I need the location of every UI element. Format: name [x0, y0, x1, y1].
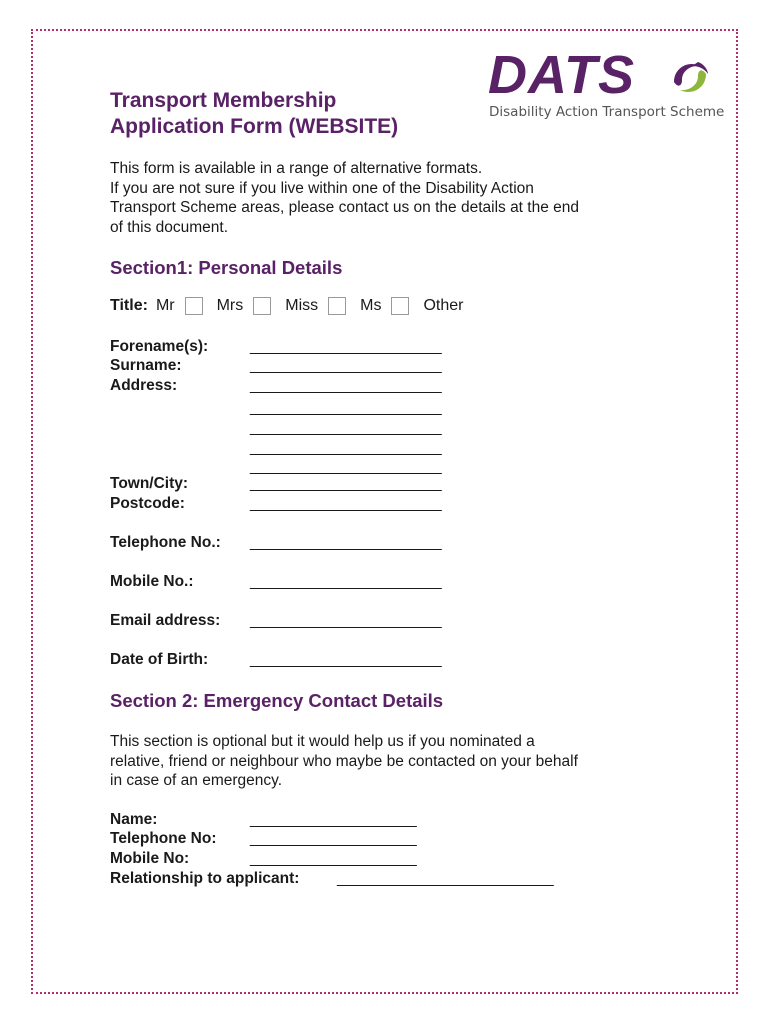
dob-label: Date of Birth:	[110, 651, 209, 668]
intro-line: Transport Scheme areas, please contact us on the details at the end	[110, 199, 580, 216]
option-label: Ms	[360, 297, 382, 314]
telephone-field[interactable]: _______________________	[250, 534, 442, 551]
surname-field[interactable]: _______________________	[250, 357, 442, 374]
mrs-checkbox[interactable]	[253, 297, 271, 315]
address-field[interactable]: _______________________	[250, 399, 442, 416]
address-field[interactable]: _______________________	[250, 419, 442, 436]
option-label: Miss	[285, 297, 319, 314]
section2-intro	[110, 732, 680, 791]
town-label: Town/City:	[110, 475, 189, 492]
telephone-label: Telephone No.:	[110, 534, 221, 551]
dats-logo	[488, 45, 725, 122]
town-field[interactable]: _______________________	[250, 475, 442, 492]
title-label: Title:	[110, 297, 148, 314]
forename-label: Forename(s):	[110, 338, 209, 355]
option-label: Other	[423, 297, 464, 314]
dob-field[interactable]: _______________________	[250, 651, 442, 668]
contact-telephone-label: Telephone No:	[110, 830, 217, 847]
page-title	[110, 88, 398, 140]
swirl-logo-icon	[668, 56, 712, 100]
section2-line: relative, friend or neighbour who maybe be contacted on your behalf	[110, 752, 578, 770]
option-label: Mrs	[216, 297, 244, 314]
address-field[interactable]: _______________________	[250, 439, 442, 456]
postcode-label: Postcode:	[110, 495, 185, 512]
relationship-label: Relationship to applicant:	[110, 870, 300, 887]
address-field[interactable]: _______________________	[250, 377, 442, 394]
title-line-1: Transport Membership	[110, 89, 337, 112]
contact-mobile-field[interactable]: ____________________	[250, 850, 417, 867]
address-label: Address:	[110, 377, 178, 394]
postcode-field[interactable]: _______________________	[250, 495, 442, 512]
intro-text	[110, 159, 670, 237]
miss-checkbox[interactable]	[328, 297, 346, 315]
contact-telephone-field[interactable]: ____________________	[250, 830, 417, 847]
relationship-field[interactable]: __________________________	[337, 870, 554, 887]
title-option-miss	[285, 297, 360, 315]
title-options-row	[110, 297, 473, 315]
intro-line: of this document.	[110, 218, 229, 236]
intro-line: This form is available in a range of alternative formats.	[110, 160, 483, 177]
title-line-2: Application Form (WEBSITE)	[110, 115, 399, 138]
email-field[interactable]: _______________________	[250, 612, 442, 629]
title-option-mr	[156, 297, 217, 315]
forename-field[interactable]: _______________________	[250, 338, 442, 355]
surname-label: Surname:	[110, 357, 182, 374]
section2-line: in case of an emergency.	[110, 772, 283, 789]
email-label: Email address:	[110, 612, 221, 629]
title-option-mrs	[217, 297, 286, 315]
logo-tagline: Disability Action Transport Scheme	[489, 104, 725, 120]
mobile-field[interactable]: _______________________	[250, 573, 442, 590]
section2-heading: Section 2: Emergency Contact Details	[110, 690, 444, 711]
mr-checkbox[interactable]	[185, 297, 203, 315]
contact-name-label: Name:	[110, 811, 158, 828]
mobile-label: Mobile No.:	[110, 573, 194, 590]
address-field[interactable]: _______________________	[250, 458, 442, 475]
contact-name-field[interactable]: ____________________	[250, 811, 417, 828]
section2-line: This section is optional but it would help us if you nominated a	[110, 733, 535, 750]
title-option-other	[423, 297, 473, 315]
option-label: Mr	[155, 297, 175, 314]
ms-checkbox[interactable]	[391, 297, 409, 315]
section1-heading: Section1: Personal Details	[110, 257, 343, 278]
intro-line: If you are not sure if you live within one of the Disability Action	[110, 179, 534, 197]
title-option-ms	[360, 297, 423, 315]
contact-mobile-label: Mobile No:	[110, 850, 190, 867]
logo-wordmark: DATS	[488, 45, 635, 105]
